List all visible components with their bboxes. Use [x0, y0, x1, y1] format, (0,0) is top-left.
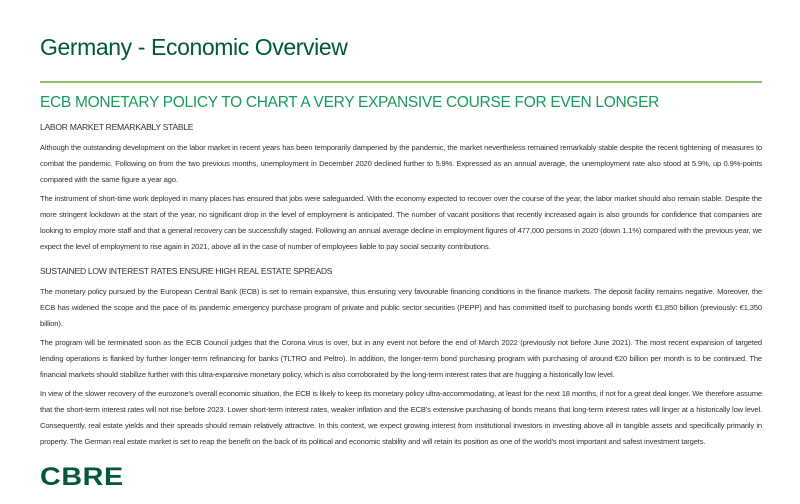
section-heading: SUSTAINED LOW INTEREST RATES ENSURE HIGH REAL ESTATE SPREADS: [40, 266, 333, 276]
cbre-logo: CBRE: [40, 463, 124, 491]
section-heading: LABOR MARKET REMARKABLY STABLE: [40, 122, 194, 132]
page-subtitle: ECB MONETARY POLICY TO CHART A VERY EXPANSIVE COURSE FOR EVEN LONGER: [40, 94, 660, 111]
paragraph: The program will be terminated soon as the ECB Council judges that the Corona virus is over, but in any event not before the end of March 2022 (previously not before June 2021). The most recent expansion of targeted lending operations is flanked by further longer-term refinancing for banks (TLTRO and Peltro). In addition, the longer-term bond purchasing program with purchasing of around €20 billion per month is to be continued. The financial markets should stabilize further with this ultra-expansive monetary policy, which is also corroborated by the long-term interest rates that are hugging a historically low level.: [40, 338, 762, 379]
paragraph: Although the outstanding development on the labor market in recent years has been temporarily dampened by the pandemic, the market nevertheless remained remarkably stable despite the recent tightening of measures to combat the pandemic. Following on from the two previous months, unemployment in December 2020 declined further to 5.9%. Expressed as an annual average, the unemployment rate also stood at 5.9%, up 0.9%-points compared with the same figure a year ago.: [40, 143, 762, 184]
paragraph: The instrument of short-time work deployed in many places has ensured that jobs were safeguarded. With the economy expected to recover over the course of the year, the labor market should also remain stable. Despite the more stringent lockdown at the start of the year, no significant drop in the level of employment is anticipated. The number of vacant positions that recently increased again is also grounds for confidence that companies are looking to employ more staff and that a general recovery can be successfully staged. Following an annual average decline in employment figures of 477,000 persons in 2020 (down 1.1%) compared with the previous year, we expect the level of employment to rise again in 2021, above all in the case of number of employees liable to pay social security contributions.: [40, 194, 762, 251]
title-divider: [40, 81, 762, 83]
document-body: [40, 121, 762, 453]
page-title: Germany - Economic Overview: [40, 34, 348, 60]
paragraph: The monetary policy pursued by the European Central Bank (ECB) is set to remain expansive, thus ensuring very favourable financing conditions in the finance markets. The deposit facility remains negative. Moreover, the ECB has widened the scope and the pace of its pandemic emergency purchase program of private and public sector securities (PEPP) and has committed itself to purchasing bonds worth €1,850 billion (previously: €1,350 billion).: [40, 287, 762, 328]
paragraph: In view of the slower recovery of the eurozone's overall economic situation, the ECB is likely to keep its monetary policy ultra-accommodating, at least for the next 18 months, if not for a great deal longer. We therefore assume that the short-term interest rates will not rise before 2023. Lower short-term interest rates, weaker inflation and the ECB's extensive purchasing of bonds means that long-term interest rates will linger at a historically low level. Consequently, real estate yields and their spreads should remain relatively attractive. In this context, we expect growing interest from institutional investors in investing above all in tangible assets and specifically primarily in property. The German real estate market is set to reap the benefit on the back of its political and economic stability and will retain its position as one of the world's most important and safest investment targets.: [40, 389, 762, 446]
